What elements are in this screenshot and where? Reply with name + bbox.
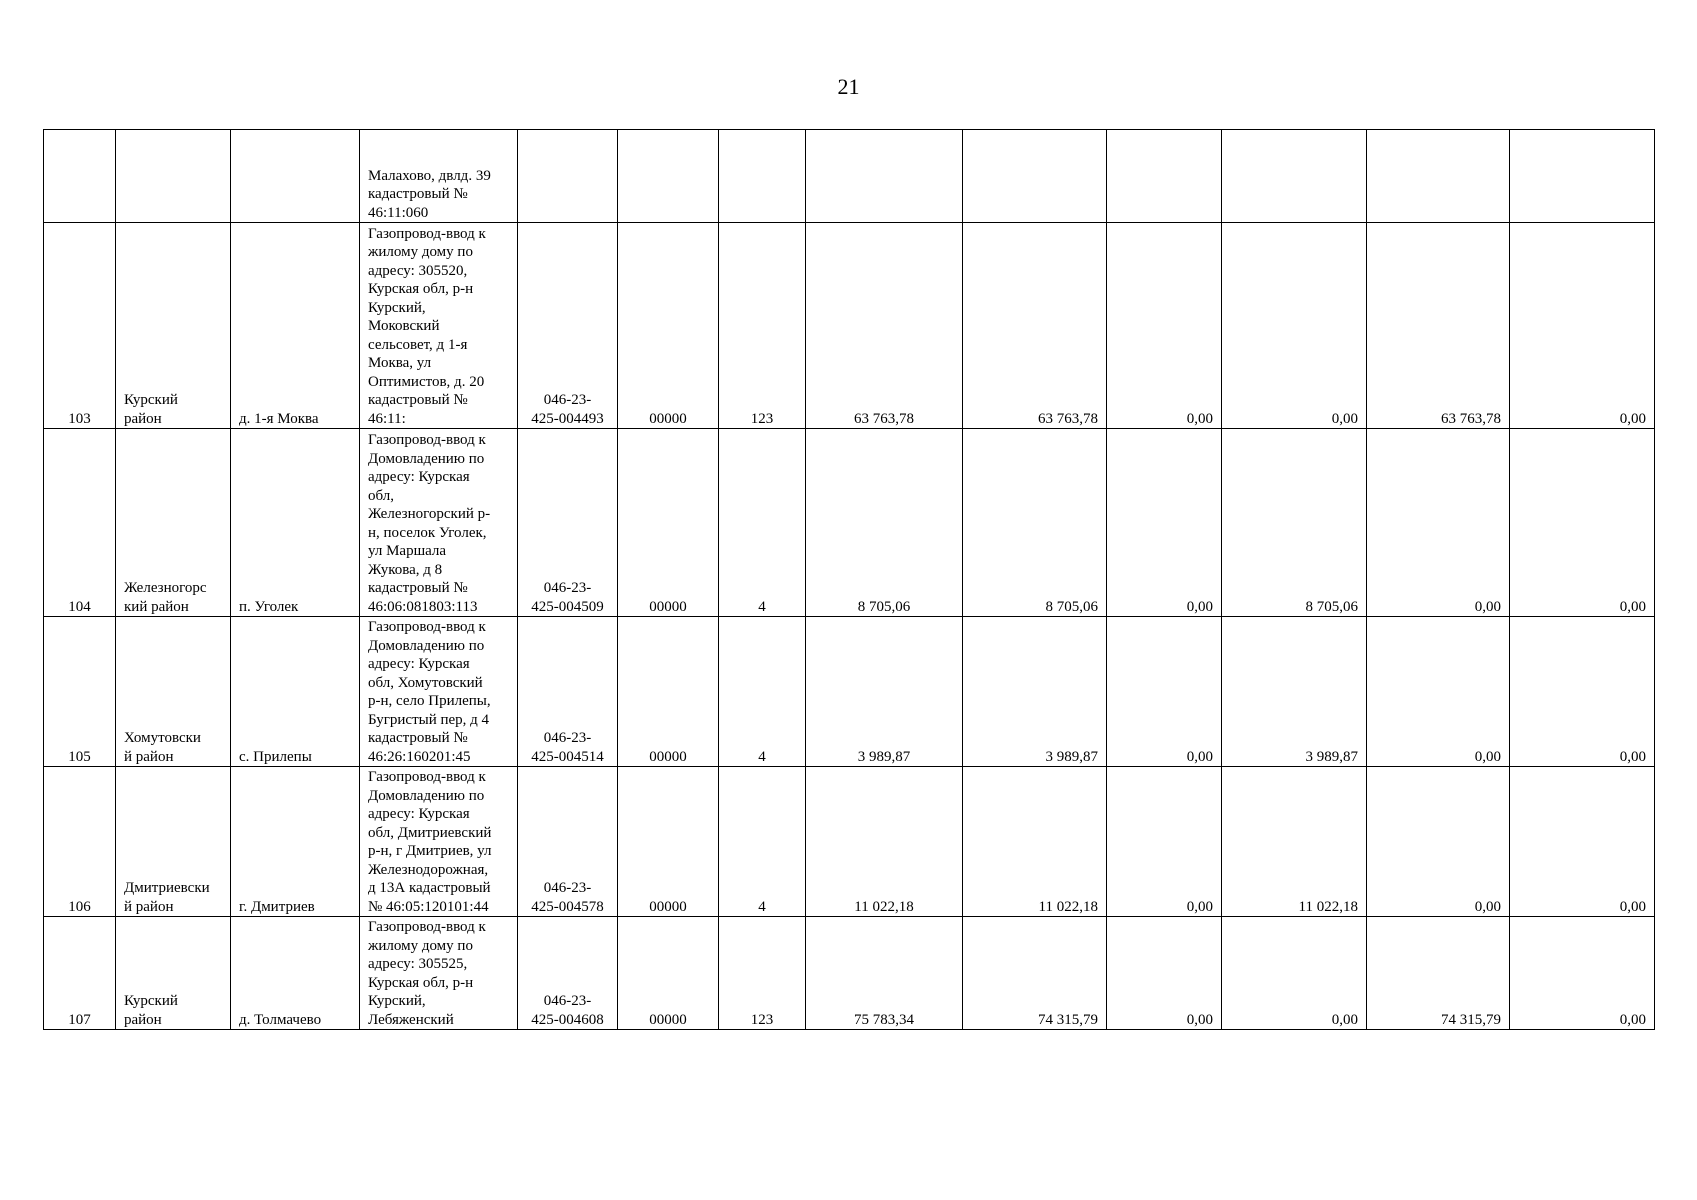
value5-cell: 63 763,78 — [1367, 223, 1510, 429]
value3-cell: 0,00 — [1107, 767, 1222, 917]
quantity-cell: 4 — [719, 429, 806, 617]
description-cell: Газопровод-ввод к жилому дому по адресу: 305525, Курская обл, р-н Курский, Лебяженский — [360, 917, 518, 1030]
value1-cell — [806, 130, 963, 223]
page-number: 21 — [837, 74, 860, 99]
value6-cell: 0,00 — [1510, 223, 1655, 429]
value3-cell: 0,00 — [1107, 917, 1222, 1030]
table-row — [44, 917, 1655, 1030]
value6-cell: 0,00 — [1510, 617, 1655, 767]
value5-cell: 0,00 — [1367, 429, 1510, 617]
value6-cell — [1510, 130, 1655, 223]
value4-cell: 11 022,18 — [1222, 767, 1367, 917]
row-number: 106 — [44, 767, 116, 917]
value6-cell: 0,00 — [1510, 767, 1655, 917]
table-row — [44, 767, 1655, 917]
value1-cell: 8 705,06 — [806, 429, 963, 617]
district-cell: Курский район — [116, 917, 231, 1030]
description-cell: Малахово, двлд. 39 кадастровый № 46:11:060 — [360, 130, 518, 223]
value1-cell: 3 989,87 — [806, 617, 963, 767]
district-cell — [116, 130, 231, 223]
inventory-number-cell: 046-23- 425-004493 — [518, 223, 618, 429]
inventory-number-cell: 046-23- 425-004608 — [518, 917, 618, 1030]
code-cell: 00000 — [618, 767, 719, 917]
value4-cell — [1222, 130, 1367, 223]
inventory-number-cell: 046-23- 425-004514 — [518, 617, 618, 767]
value5-cell: 0,00 — [1367, 767, 1510, 917]
value2-cell: 11 022,18 — [963, 767, 1107, 917]
district-cell: Дмитриевски й район — [116, 767, 231, 917]
locality-cell: г. Дмитриев — [231, 767, 360, 917]
inventory-number-cell: 046-23- 425-004509 — [518, 429, 618, 617]
code-cell: 00000 — [618, 617, 719, 767]
row-number: 105 — [44, 617, 116, 767]
description-cell: Газопровод-ввод к Домовладению по адресу: Курская обл, Дмитриевский р-н, г Дмитриев, ул Железнодорожная, д 13А кадастровый № 46:05:120101:44 — [360, 767, 518, 917]
row-number: 107 — [44, 917, 116, 1030]
value4-cell: 3 989,87 — [1222, 617, 1367, 767]
value1-cell: 11 022,18 — [806, 767, 963, 917]
locality-cell: п. Уголек — [231, 429, 360, 617]
quantity-cell: 123 — [719, 223, 806, 429]
row-number: 104 — [44, 429, 116, 617]
description-cell: Газопровод-ввод к жилому дому по адресу: 305520, Курская обл, р-н Курский, Моковский сельсовет, д 1-я Моква, ул Оптимистов, д. 20 кадастровый № 46:11: — [360, 223, 518, 429]
code-cell: 00000 — [618, 223, 719, 429]
code-cell — [618, 130, 719, 223]
table-row — [44, 617, 1655, 767]
locality-cell — [231, 130, 360, 223]
locality-cell: д. 1-я Моква — [231, 223, 360, 429]
value5-cell: 74 315,79 — [1367, 917, 1510, 1030]
value2-cell — [963, 130, 1107, 223]
value4-cell: 0,00 — [1222, 223, 1367, 429]
table-row — [44, 223, 1655, 429]
description-cell: Газопровод-ввод к Домовладению по адресу: Курская обл, Железногорский р- н, поселок Уголек, ул Маршала Жукова, д 8 кадастровый № 46:06:081803:113 — [360, 429, 518, 617]
value2-cell: 8 705,06 — [963, 429, 1107, 617]
value2-cell: 63 763,78 — [963, 223, 1107, 429]
locality-cell: с. Прилепы — [231, 617, 360, 767]
value5-cell: 0,00 — [1367, 617, 1510, 767]
table-row — [44, 429, 1655, 617]
value4-cell: 8 705,06 — [1222, 429, 1367, 617]
value3-cell: 0,00 — [1107, 429, 1222, 617]
value1-cell: 75 783,34 — [806, 917, 963, 1030]
table-row — [44, 130, 1655, 223]
value6-cell: 0,00 — [1510, 917, 1655, 1030]
value4-cell: 0,00 — [1222, 917, 1367, 1030]
row-number: 103 — [44, 223, 116, 429]
value1-cell: 63 763,78 — [806, 223, 963, 429]
inventory-number-cell — [518, 130, 618, 223]
value6-cell: 0,00 — [1510, 429, 1655, 617]
district-cell: Курский район — [116, 223, 231, 429]
quantity-cell: 4 — [719, 767, 806, 917]
quantity-cell — [719, 130, 806, 223]
code-cell: 00000 — [618, 917, 719, 1030]
quantity-cell: 4 — [719, 617, 806, 767]
district-cell: Железногорс кий район — [116, 429, 231, 617]
value3-cell — [1107, 130, 1222, 223]
quantity-cell: 123 — [719, 917, 806, 1030]
value3-cell: 0,00 — [1107, 223, 1222, 429]
value3-cell: 0,00 — [1107, 617, 1222, 767]
locality-cell: д. Толмачево — [231, 917, 360, 1030]
inventory-number-cell: 046-23- 425-004578 — [518, 767, 618, 917]
value2-cell: 3 989,87 — [963, 617, 1107, 767]
code-cell: 00000 — [618, 429, 719, 617]
value5-cell — [1367, 130, 1510, 223]
description-cell: Газопровод-ввод к Домовладению по адресу: Курская обл, Хомутовский р-н, село Прилепы, Бугристый пер, д 4 кадастровый № 46:26:160201:45 — [360, 617, 518, 767]
value2-cell: 74 315,79 — [963, 917, 1107, 1030]
district-cell: Хомутовски й район — [116, 617, 231, 767]
row-number — [44, 130, 116, 223]
asset-table — [43, 129, 1655, 1030]
